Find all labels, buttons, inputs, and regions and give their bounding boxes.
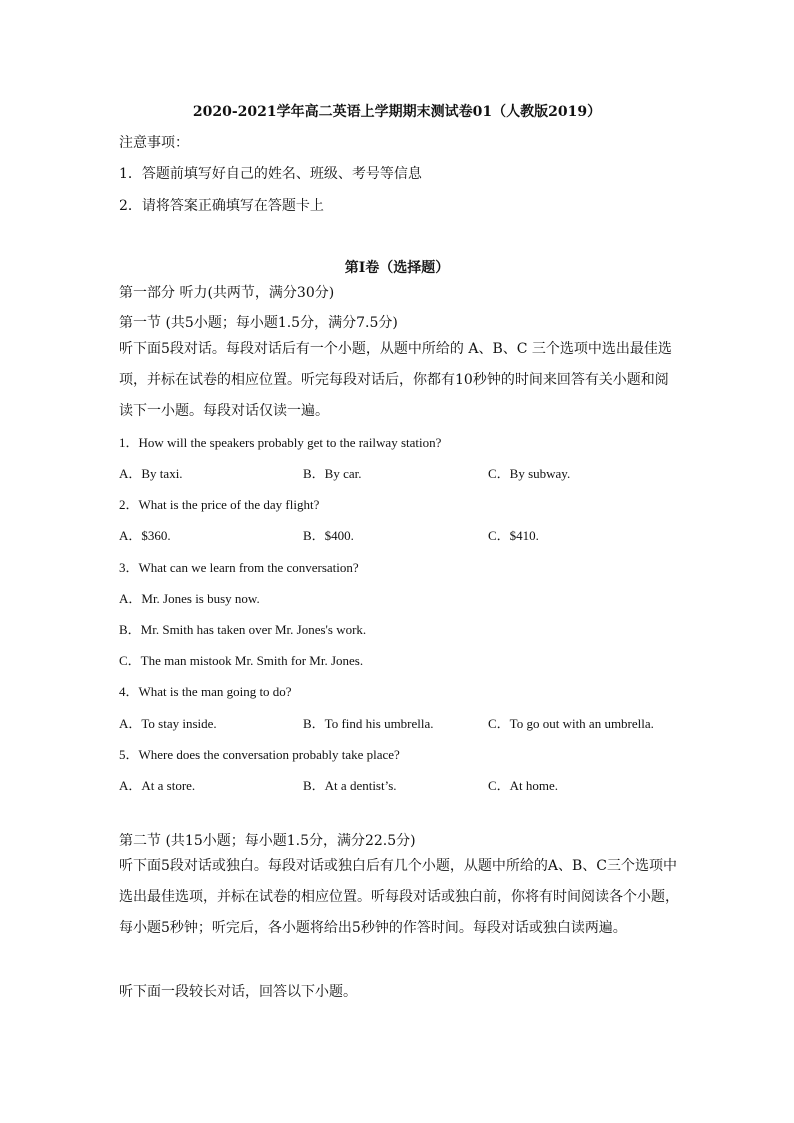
option-a: A．$360. bbox=[119, 528, 171, 543]
option-b: B．To find his umbrella. bbox=[303, 716, 434, 731]
question-stem: 5．Where does the conversation probably take place? bbox=[119, 747, 400, 762]
note-item: 2．请将答案正确填写在答题卡上 bbox=[119, 198, 324, 214]
option-c: C．To go out with an umbrella. bbox=[488, 716, 654, 731]
volume-title: 第I卷（选择题） bbox=[344, 260, 450, 276]
option-c: C．The man mistook Mr. Smith for Mr. Jones. bbox=[119, 653, 364, 668]
exam-title: 2020-2021学年高二英语上学期期末测试卷01（人教版2019） bbox=[192, 104, 602, 120]
section1-heading: 第一节 (共5小题；每小题1.5分，满分7.5分) bbox=[119, 315, 398, 331]
option-c: C．$410. bbox=[488, 528, 539, 543]
section2-prompt: 听下面一段较长对话，回答以下小题。 bbox=[119, 984, 357, 1000]
question-stem: 1．How will the speakers probably get to the railway station? bbox=[119, 435, 442, 450]
section2-heading: 第二节 (共15小题；每小题1.5分，满分22.5分) bbox=[119, 833, 416, 849]
option-b: B．By car. bbox=[303, 466, 362, 481]
question-stem: 4．What is the man going to do? bbox=[119, 684, 292, 699]
option-b: B．Mr. Smith has taken over Mr. Jones's work. bbox=[119, 622, 367, 637]
question-stem: 3．What can we learn from the conversation? bbox=[119, 560, 359, 575]
option-a: A．At a store. bbox=[119, 778, 196, 793]
option-a: A．By taxi. bbox=[119, 466, 183, 481]
option-b: B．At a dentist’s. bbox=[303, 778, 397, 793]
option-b: B．$400. bbox=[303, 528, 354, 543]
option-c: C．At home. bbox=[488, 778, 559, 793]
part1-heading: 第一部分 听力(共两节，满分30分) bbox=[119, 285, 335, 301]
notes-heading: 注意事项： bbox=[119, 135, 189, 151]
option-a: A．Mr. Jones is busy now. bbox=[119, 591, 260, 606]
section2-instructions: 听下面5段对话或独白。每段对话或独白后有几个小题，从题中所给的A、B、C三个选项中选出最佳选项，并标在试卷的相应位置。听每段对话或独白前，你将有时间阅读各个小题，每小题5秒钟；听完后，各小题将给出5秒钟的作答时间。每段对话或独白读两遍。 bbox=[119, 858, 679, 936]
option-a: A．To stay inside. bbox=[119, 716, 217, 731]
section1-instructions: 听下面5段对话。每段对话后有一个小题，从题中所给的 A、B、C 三个选项中选出最佳选项，并标在试卷的相应位置。听完每段对话后，你都有10秒钟的时间来回答有关小题和阅读下一小题。每段对话仅读一遍。 bbox=[119, 341, 672, 419]
question-stem: 2．What is the price of the day flight? bbox=[119, 497, 320, 512]
note-item: 1．答题前填写好自己的姓名、班级、考号等信息 bbox=[119, 166, 422, 182]
option-c: C．By subway. bbox=[488, 466, 571, 481]
